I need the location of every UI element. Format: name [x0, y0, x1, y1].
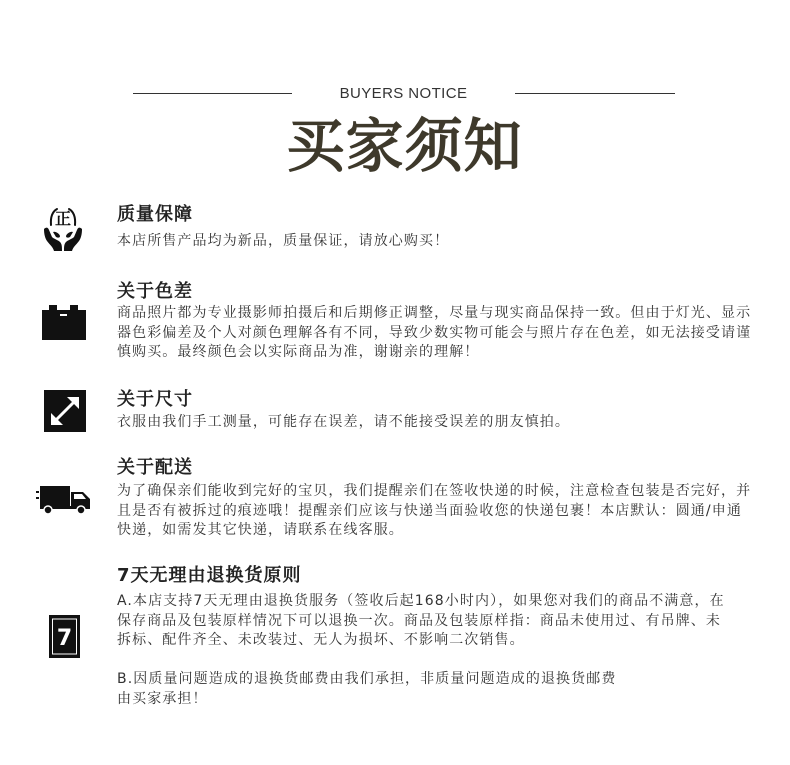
header-rule-right	[515, 93, 675, 94]
section-body	[117, 304, 751, 363]
section-title: 关于色差	[117, 281, 193, 302]
body-line: B.因质量问题造成的退换货邮费由我们承担，非质量问题造成的退换货邮费	[117, 671, 617, 687]
paragraph-spacer	[117, 651, 725, 671]
section-title: 关于尺寸	[117, 389, 193, 410]
body-line: 为了确保亲们能收到完好的宝贝，我们提醒亲们在签收快递的时候，注意检查包装是否完好，并	[117, 483, 752, 499]
page-title: 买家须知	[286, 112, 523, 180]
body-line: 保存商品及包装原样情况下可以退换一次。商品及包装原样指：商品未使用过、有吊牌、未	[117, 612, 721, 629]
body-line: 慎购买。最终颜色会以实际商品为准，谢谢亲的理解！	[117, 344, 480, 360]
body-line: 且是否有被拆过的痕迹哦！提醒亲们应该与快递当面验收您的快递包裹！本店默认：圆通/申通	[117, 502, 742, 519]
calendar-icon-glyph: 7	[56, 626, 73, 651]
section-body	[117, 232, 449, 252]
body-line: 快递，如需发其它快递，请联系在线客服。	[117, 522, 404, 538]
header-subtitle: BUYERS NOTICE	[339, 85, 468, 102]
header-rule-left	[133, 93, 292, 94]
body-line: 本店所售产品均为新品，质量保证，请放心购买！	[117, 233, 450, 249]
section-title: 关于配送	[117, 457, 193, 478]
section-body	[117, 592, 725, 709]
body-line: 衣服由我们手工测量，可能存在误差，请不能接受误差的朋友慎拍。	[117, 414, 570, 430]
resize-arrow-icon	[43, 389, 87, 433]
camera-icon	[40, 300, 88, 344]
body-line: A.本店支持7天无理由退换货服务（签收后起168小时内），如果您对我们的商品不满意，在	[117, 593, 725, 609]
section-body	[117, 482, 751, 541]
delivery-truck-icon	[36, 482, 92, 516]
quality-icon-glyph: 正	[54, 209, 72, 228]
body-line: 商品照片都为专业摄影师拍摄后和后期修正调整，尽量与现实商品保持一致。但由于灯光、显示	[117, 305, 752, 321]
section-title: 质量保障	[117, 204, 193, 225]
section-body	[117, 413, 570, 433]
quality-hands-icon	[42, 204, 84, 252]
body-line: 器色彩偏差及个人对颜色理解各有不同，导致少数实物可能会与照片存在色差，如无法接受请谨	[117, 324, 752, 341]
seven-day-calendar-icon	[46, 612, 82, 660]
body-line: 由买家承担！	[117, 690, 208, 707]
body-line: 拆标、配件齐全、未改装过、无人为损坏、不影响二次销售。	[117, 632, 525, 648]
paragraph-a	[117, 592, 725, 651]
section-title: 7天无理由退换货原则	[117, 565, 302, 586]
paragraph-b	[117, 670, 725, 709]
